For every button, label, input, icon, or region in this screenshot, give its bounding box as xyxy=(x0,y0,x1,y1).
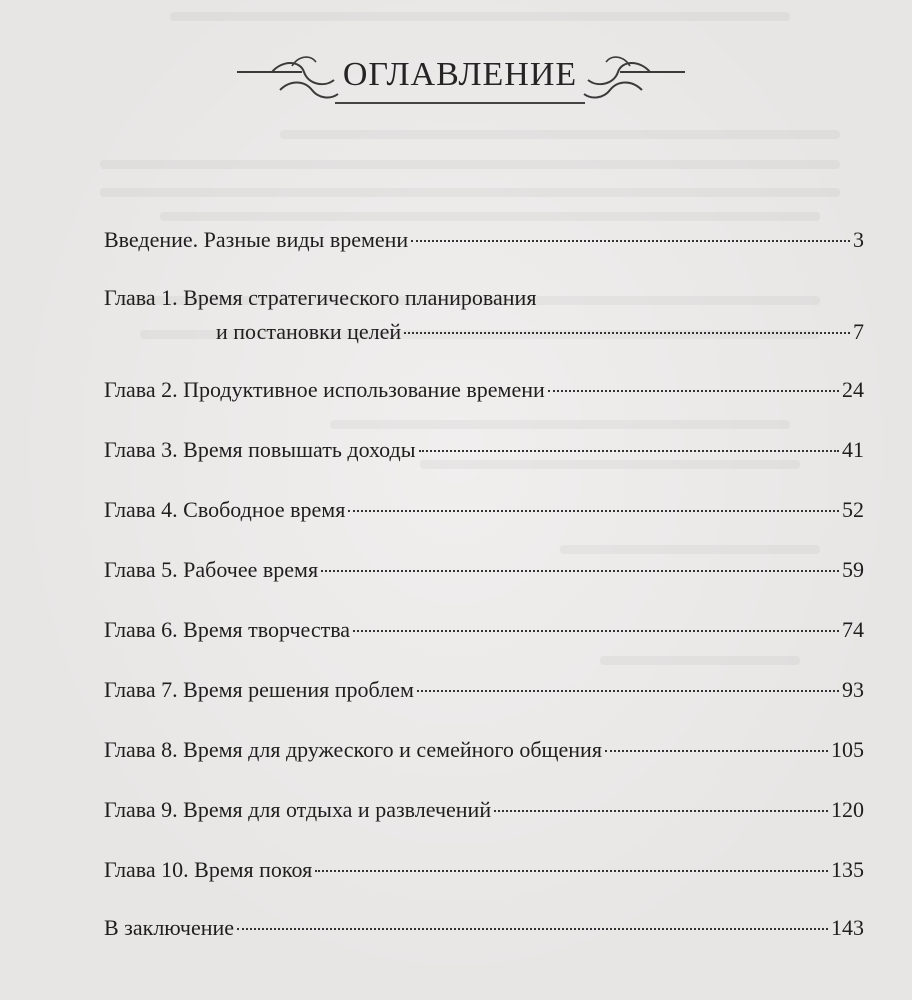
toc-entry[interactable] xyxy=(104,373,864,407)
toc-entry-label: Глава 10. Время покоя xyxy=(104,857,313,882)
dot-leader xyxy=(315,870,828,872)
dot-leader xyxy=(605,750,828,752)
toc-entry[interactable] xyxy=(104,553,864,587)
toc-entry-label-continuation: и постановки целей xyxy=(216,319,402,344)
toc-entry-page: 3 xyxy=(853,227,864,252)
toc-header xyxy=(240,50,680,106)
toc-entry[interactable] xyxy=(104,853,864,887)
toc-entry-page: 143 xyxy=(831,915,864,940)
toc-entry-label: Глава 5. Рабочее время xyxy=(104,557,319,582)
toc-entry-label: Глава 8. Время для дружеского и семейного общения xyxy=(104,737,602,762)
toc-entry-page: 24 xyxy=(842,377,864,402)
dot-leader xyxy=(237,928,828,930)
toc-entry-page: 7 xyxy=(853,319,864,344)
toc-entry-page: 135 xyxy=(831,857,864,882)
flourish-right-icon xyxy=(580,50,690,106)
dot-leader xyxy=(417,690,839,692)
dot-leader xyxy=(419,450,839,452)
toc-entry[interactable] xyxy=(104,493,864,527)
dot-leader xyxy=(353,630,839,632)
toc-entry[interactable] xyxy=(104,281,864,349)
toc-entry-label: Глава 3. Время повышать доходы xyxy=(104,437,416,462)
toc-entry-page: 52 xyxy=(842,497,864,522)
toc-entry-label: Введение. Разные виды времени xyxy=(104,227,409,252)
title-underline xyxy=(335,102,585,104)
dot-leader xyxy=(321,570,839,572)
toc-entry-label: Глава 6. Время творчества xyxy=(104,617,351,642)
dot-leader xyxy=(411,240,850,242)
toc-entry-label: Глава 7. Время решения проблем xyxy=(104,677,414,702)
toc-entry-page: 120 xyxy=(831,797,864,822)
toc-entry-label: В заключение xyxy=(104,915,235,940)
toc-entry[interactable] xyxy=(104,911,864,945)
toc-entry[interactable] xyxy=(104,673,864,707)
toc-entry[interactable] xyxy=(104,733,864,767)
toc-entry-label: Глава 2. Продуктивное использование времени xyxy=(104,377,545,402)
toc-entry-page: 74 xyxy=(842,617,864,642)
toc-entry-page: 105 xyxy=(831,737,864,762)
page-title: ОГЛАВЛЕНИЕ xyxy=(342,56,578,93)
toc-entry[interactable] xyxy=(104,223,864,257)
dot-leader xyxy=(404,332,850,334)
toc-entry[interactable] xyxy=(104,433,864,467)
dot-leader xyxy=(548,390,839,392)
toc-entry-page: 59 xyxy=(842,557,864,582)
toc-entry[interactable] xyxy=(104,793,864,827)
toc-entry-page: 41 xyxy=(842,437,864,462)
toc-entry[interactable] xyxy=(104,613,864,647)
dot-leader xyxy=(348,510,839,512)
toc-entry-label: Глава 1. Время стратегического планирования xyxy=(104,285,537,310)
dot-leader xyxy=(494,810,828,812)
toc-entry-label: Глава 9. Время для отдыха и развлечений xyxy=(104,797,492,822)
toc-entry-label: Глава 4. Свободное время xyxy=(104,497,346,522)
toc-entry-page: 93 xyxy=(842,677,864,702)
